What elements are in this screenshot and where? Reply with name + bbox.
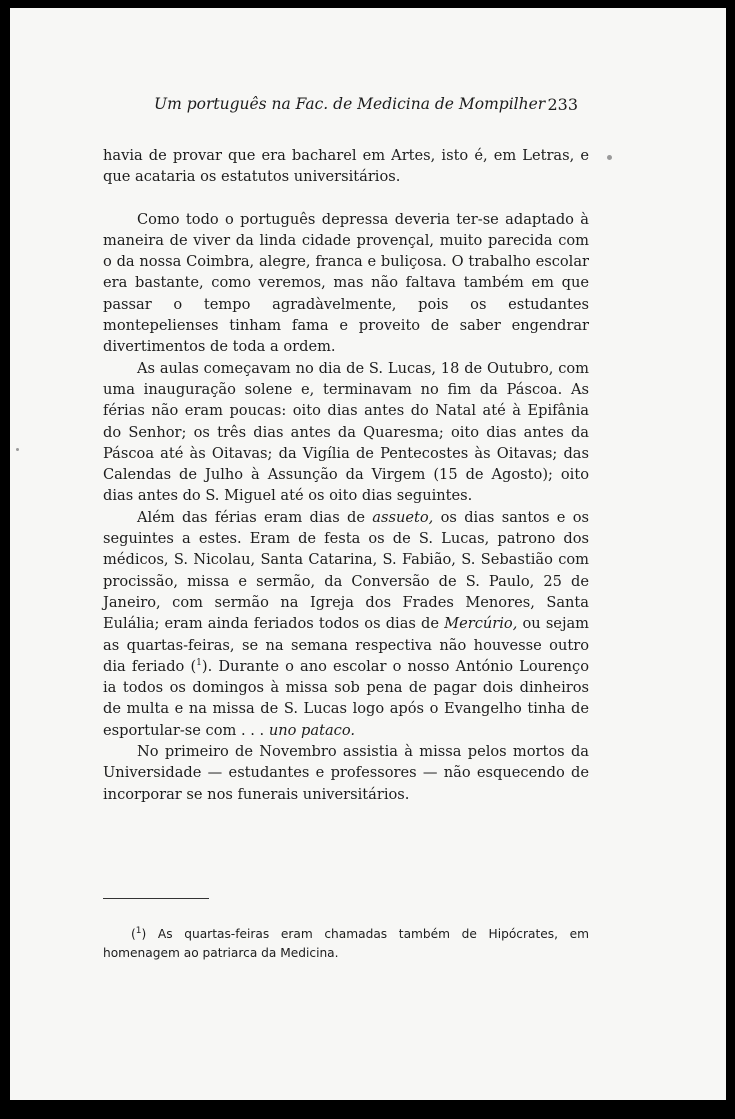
paragraph-4-part-3: ou sejam as quartas-feiras, se na semana respectiva não houvesse outro dia feriado ( — [103, 615, 590, 675]
paragraph-4-part-4: ). Durante o ano escolar o nosso António Lourenço ia todos os domingos à missa sob pena de pagar dois dinheiros de multa e na missa de S. Lucas logo após o Evangelho tinha de esportular-se com . . . — [103, 657, 589, 739]
paragraph-4 — [103, 507, 589, 741]
scan-speck — [607, 155, 612, 160]
footnote-marker-number: 1 — [135, 925, 142, 936]
paragraph-3: As aulas começavam no dia de S. Lucas, 18 de Outubro, com uma inauguração solene e, terminavam no fim da Páscoa. As férias não eram poucas: oito dias antes do Natal até à Epifânia do Senhor; os três dias antes da Quaresma; oito dias antes da Páscoa até às Oitavas; da Vigília de Pentecostes às Oitavas; das Calendas de Julho à Assunção da Virgem (15 de Agosto); oito dias antes do S. Miguel até os oito dias seguintes. — [103, 359, 589, 505]
footnote-separator — [103, 898, 209, 899]
paragraph-4-italic-pataco: uno pataco. — [268, 721, 355, 739]
paragraph-gap — [103, 188, 589, 209]
paragraph-1: havia de provar que era bacharel em Artes, isto é, em Letras, e que acataria os estatutos universitários. — [103, 147, 589, 186]
paragraph-4-part-1: Além das férias eram dias de — [137, 508, 373, 526]
scan-speck — [16, 448, 19, 451]
body-text — [103, 145, 589, 805]
paragraph-4-part-2: os dias santos e os seguintes a estes. Eram de festa os de S. Lucas, patrono dos médicos, S. Nicolau, Santa Catarina, S. Fabião, S. Sebastião com procissão, missa e sermão, da Conversão de S. Paulo, 25 de Janeiro, com sermão na Igreja dos Frades Menores, Santa Eulália; eram ainda feriados todos os dias de — [103, 508, 589, 633]
running-title: Um português na Fac. de Medicina de Mompilher — [154, 95, 546, 113]
page-number: 233 — [547, 95, 578, 114]
paragraph-2: Como todo o português depressa deveria ter-se adaptado à maneira de viver da linda cidade provençal, muito parecida com o da nossa Coimbra, alegre, franca e buliçosa. O trabalho escolar era bastante, como veremos, mas não faltava também em que passar o tempo agradàvelmente, pois os estudantes montepelienses tinham fama e proveito de saber engendrar divertimentos de toda a ordem. — [103, 210, 589, 356]
footnote-reference[interactable]: 1 — [196, 657, 202, 668]
footnote-marker-close: ) — [141, 927, 147, 941]
paragraph-4-italic-assueto: assueto, — [372, 508, 434, 526]
scanned-page — [10, 8, 726, 1100]
footnote-text: As quartas-feiras eram chamadas também de Hipócrates, em homenagem ao patriarca da Medicina. — [103, 927, 589, 960]
paragraph-5: No primeiro de Novembro assistia à missa pelos mortos da Universidade — estudantes e professores — não esquecendo de incorporar se nos funerais universitários. — [103, 743, 589, 803]
paragraph-4-italic-mercurio: Mercúrio, — [444, 615, 518, 633]
running-header — [154, 95, 578, 119]
footnote-marker-open: ( — [131, 927, 136, 941]
footnote — [103, 925, 589, 963]
